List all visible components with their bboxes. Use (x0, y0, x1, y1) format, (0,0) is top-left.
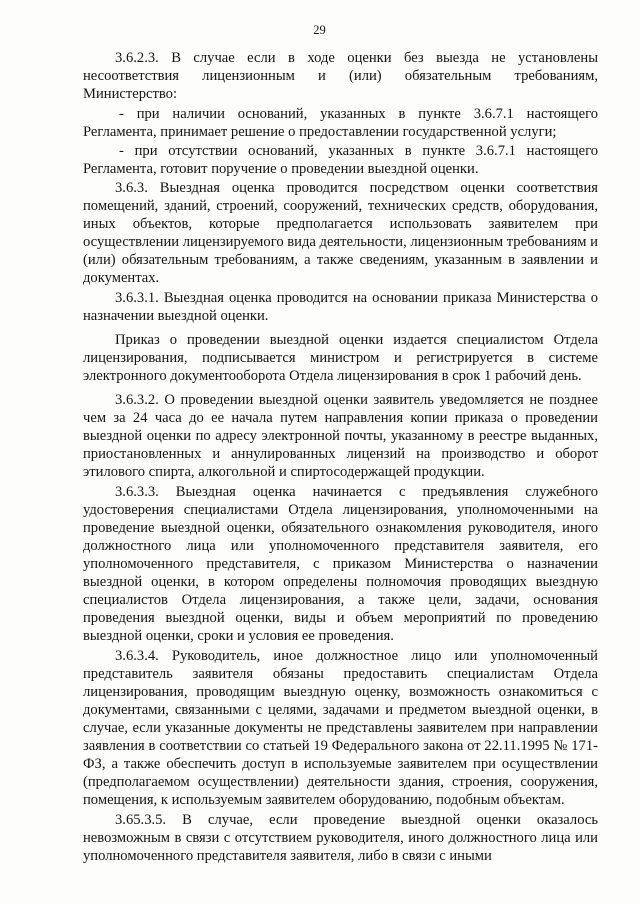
page-number: 29 (313, 23, 326, 37)
paragraph-3-6-3: 3.6.3. Выездная оценка проводится посредством оценки соответствия помещений, зданий, строений, сооружений, технических средств, оборудования, иных объектов, которые предполагается использовать заявителем при осуществлении лицензируемого вида деятельности, лицензионным требованиям и (или) обязательным требованиям, а также сведениям, указанным в заявлении и документах. (83, 180, 598, 286)
paragraph-3-6-2-3: 3.6.2.3. В случае если в ходе оценки без выезда не установлены несоответствия лицензионным и (или) обязательным требованиям, Министерство: (83, 50, 598, 102)
paragraph-3-6-3-5: 3.65.3.5. В случае, если проведение выездной оценки оказалось невозможным в связи с отсутствием руководителя, иного должностного лица или уполномоченного представителя заявителя, либо в связи с иными (83, 812, 598, 864)
list-item-basis-present: - при наличии оснований, указанных в пункте 3.6.7.1 настоящего Регламента, принимает решение о предоставлении государственной услуги; (83, 106, 598, 140)
paragraph-3-6-3-3: 3.6.3.3. Выездная оценка начинается с предъявления служебного удостоверения специалистами Отдела лицензирования, уполномоченными на проведение выездной оценки, обязательного ознакомления руководителя, иного должностного лица или уполномоченного представителя заявителя, его уполномоченного представителя, с приказом Министерства о назначении выездной оценки, в котором определены полномочия проводящих выездную специалистов Отдела лицензирования, а также цели, задачи, основания проведения выездной оценки, виды и объем мероприятий по проведению выездной оценки, сроки и условия ее проведения. (83, 484, 598, 644)
paragraph-3-6-3-4: 3.6.3.4. Руководитель, иное должностное лицо или уполномоченный представитель заявителя обязаны предоставить специалистам Отдела лицензирования, проводящим выездную оценку, возможность ознакомиться с документами, связанными с целями, задачами и предметом выездной оценки, в случае, если указанные документы не представлены заявителем при направлении заявления в соответствии со статьей 19 Федерального закона от 22.11.1995 № 171-ФЗ, а также обеспечить доступ в используемые заявителем при осуществлении (предполагаемом осуществлении) деятельности здания, строения, сооружения, помещения, к используемым заявителем оборудованию, подобным объектам. (83, 648, 598, 808)
regulation-text (83, 49, 598, 867)
list-item-basis-absent: - при отсутствии оснований, указанных в пункте 3.6.7.1 настоящего Регламента, готовит поручение о проведении выездной оценки. (83, 143, 598, 177)
paragraph-3-6-3-1: 3.6.3.1. Выездная оценка проводится на основании приказа Министерства о назначении выездной оценки. (83, 290, 598, 324)
paragraph-3-6-3-2: 3.6.3.2. О проведении выездной оценки заявитель уведомляется не позднее чем за 24 часа до ее начала путем направления копии приказа о проведении выездной оценки по адресу электронной почты, указанному в реестре выданных, приостановленных и аннулированных лицензий на производство и оборот этилового спирта, алкогольной и спиртосодержащей продукции. (83, 392, 598, 480)
paragraph-order-issuance: Приказ о проведении выездной оценки издается специалистом Отдела лицензирования, подписывается министром и регистрируется в системе электронного документооборота Отдела лицензирования в срок 1 рабочий день. (83, 332, 598, 384)
